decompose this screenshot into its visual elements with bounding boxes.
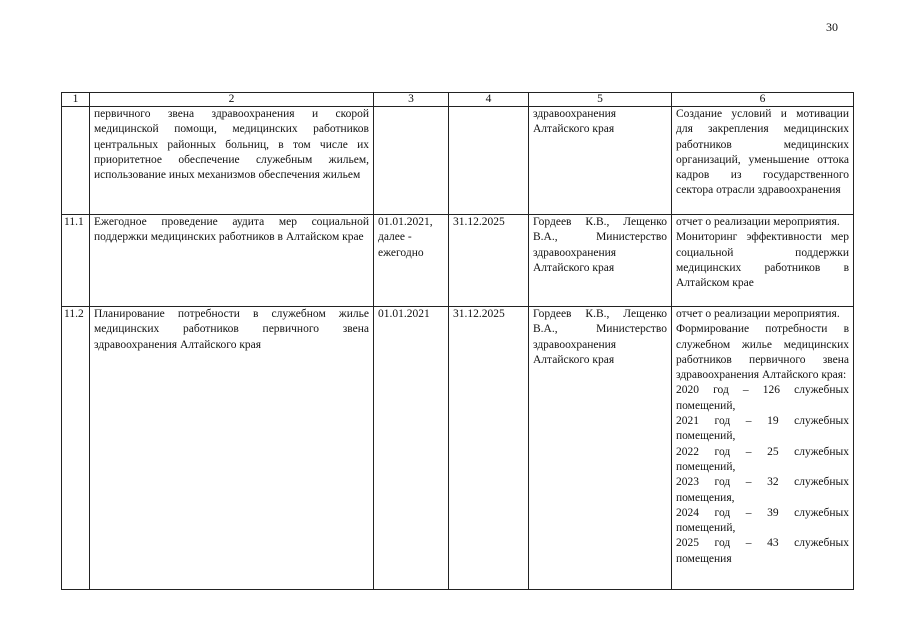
result-text: отчет о реализации мероприятия. <box>676 308 840 320</box>
responsible-cell: Гордеев К.В., Лещенко В.А., Министерство здравоохранения Алтайского края <box>529 215 672 307</box>
action-cell: Ежегодное проведение аудита мер социальной поддержки медицинских работников в Алтайском крае <box>90 215 374 307</box>
result-text: отчет о реализации мероприятия. <box>676 216 840 228</box>
start-date-cell <box>374 107 449 215</box>
end-date-cell: 31.12.2025 <box>449 215 529 307</box>
column-header: 3 <box>374 93 449 107</box>
result-cell <box>672 307 854 590</box>
result-text: Мониторинг эффективности мер социальной поддержки медицинских работников в Алтайском крае <box>676 231 849 290</box>
result-text: 2025 год – 43 служебных помещения <box>676 537 849 565</box>
end-date-cell: 31.12.2025 <box>449 307 529 590</box>
action-cell: первичного звена здравоохранения и скорой медицинской помощи, медицинских работников центральных районных больниц, в том числе их приоритетное обеспечение служебным жильем, использование иных механизмов обеспечения жильем <box>90 107 374 215</box>
result-text: 2020 год – 126 служебных помещений, <box>676 384 849 412</box>
column-header: 6 <box>672 93 854 107</box>
start-date-cell: 01.01.2021 <box>374 307 449 590</box>
row-number: 11.2 <box>62 307 90 590</box>
column-header: 2 <box>90 93 374 107</box>
measures-table <box>61 92 854 590</box>
column-header: 4 <box>449 93 529 107</box>
table-row <box>62 107 854 215</box>
responsible-cell: Гордеев К.В., Лещенко В.А., Министерство здравоохранения Алтайского края <box>529 307 672 590</box>
start-date-cell: 01.01.2021, далее - ежегодно <box>374 215 449 307</box>
table-row <box>62 307 854 590</box>
result-cell: Создание условий и мотивации для закрепления медицинских работников медицинских организаций, уменьшение оттока кадров из государственного сектора отрасли здравоохранения <box>672 107 854 215</box>
table-header-row <box>62 93 854 107</box>
result-text: 2022 год – 25 служебных помещений, <box>676 445 849 473</box>
result-text: 2023 год – 32 служебных помещения, <box>676 476 849 504</box>
column-header: 5 <box>529 93 672 107</box>
result-text: Формирование потребности в служебном жилье медицинских работников первичного звена здравоохранения Алтайского края: <box>676 323 849 382</box>
action-cell: Планирование потребности в служебном жилье медицинских работников первичного звена здравоохранения Алтайского края <box>90 307 374 590</box>
row-number <box>62 107 90 215</box>
result-text: 2021 год – 19 служебных помещений, <box>676 415 849 443</box>
column-header: 1 <box>62 93 90 107</box>
row-number: 11.1 <box>62 215 90 307</box>
responsible-cell: здравоохранения Алтайского края <box>529 107 672 215</box>
result-text: 2024 год – 39 служебных помещений, <box>676 506 849 535</box>
page-number: 30 <box>826 20 838 34</box>
result-cell <box>672 215 854 307</box>
table-row <box>62 215 854 307</box>
end-date-cell <box>449 107 529 215</box>
